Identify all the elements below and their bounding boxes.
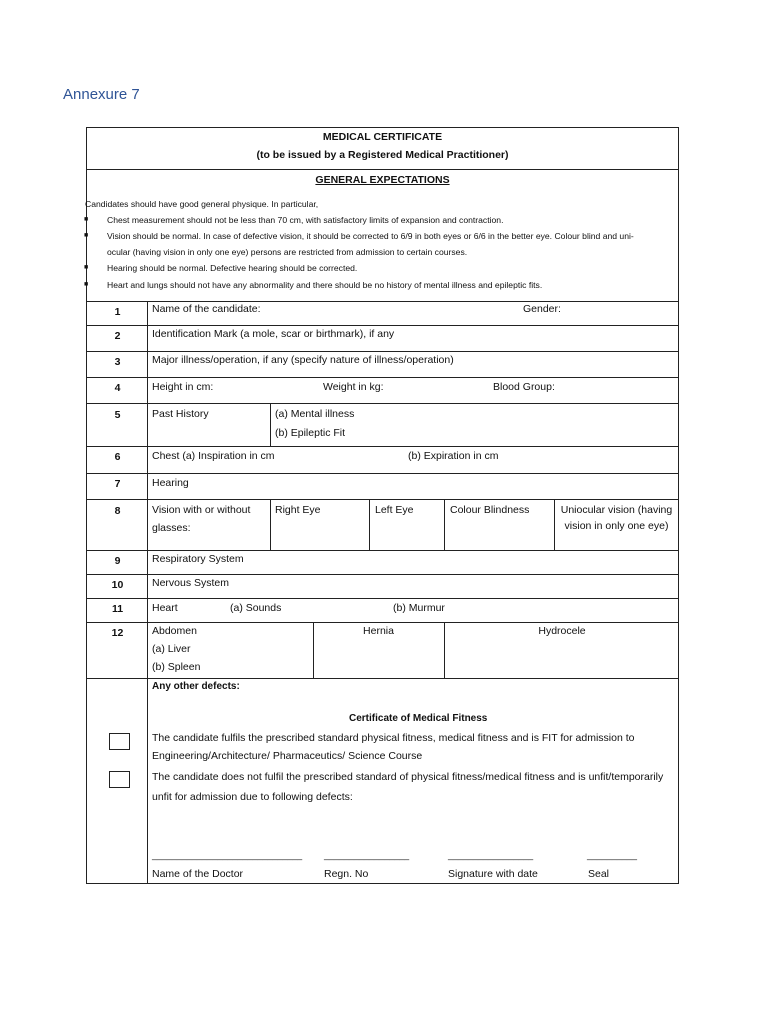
divider: [87, 403, 678, 404]
heart-sounds-label: (a) Sounds: [230, 602, 282, 614]
identification-mark-label: Identification Mark (a mole, scar or birthmark), if any: [152, 328, 395, 340]
annexure-label: Annexure 7: [63, 86, 140, 103]
seal-line: __________: [587, 850, 638, 860]
unfit-statement: The candidate does not fulfil the prescribed standard of physical fitness/medical fitness and is unfit/temporarily: [152, 771, 664, 783]
row-number: 6: [114, 451, 121, 463]
left-eye-label: Left Eye: [375, 504, 414, 516]
past-history-label: Past History: [152, 408, 209, 420]
row-number: 2: [114, 330, 121, 342]
hydrocele-label: Hydrocele: [538, 625, 586, 637]
blood-group-label: Blood Group:: [493, 381, 555, 393]
doctor-name-line: ______________________________: [152, 850, 303, 860]
row-number: 1: [114, 306, 121, 318]
bullet-icon: ■: [84, 264, 89, 271]
form-title: MEDICAL CERTIFICATE: [322, 131, 443, 143]
row-number: 12: [111, 627, 124, 639]
expectations-intro: Candidates should have good general physique. In particular,: [85, 199, 319, 209]
row-number: 11: [111, 603, 124, 615]
chest-expiration-label: (b) Expiration in cm: [408, 450, 499, 462]
fit-checkbox[interactable]: [109, 733, 130, 750]
row-number: 5: [114, 409, 121, 421]
bullet-icon: ■: [84, 232, 89, 239]
vision-label-cont: glasses:: [152, 522, 191, 534]
spleen-label: (b) Spleen: [152, 661, 201, 673]
row-number: 7: [114, 478, 121, 490]
fitness-certificate-title: Certificate of Medical Fitness: [349, 713, 488, 724]
row-number: 3: [114, 356, 121, 368]
unfit-checkbox[interactable]: [109, 771, 130, 788]
form-subtitle: (to be issued by a Registered Medical Practitioner): [256, 149, 509, 161]
heart-murmur-label: (b) Murmur: [393, 602, 445, 614]
right-eye-label: Right Eye: [275, 504, 321, 516]
cell-divider: [270, 499, 271, 550]
bullet-icon: ■: [84, 216, 89, 223]
signature-line: _________________: [448, 850, 534, 860]
uniocular-label-cont: vision in only one eye): [564, 520, 669, 532]
seal-label: Seal: [588, 868, 610, 880]
height-label: Height in cm:: [152, 381, 214, 393]
unfit-statement-cont: unfit for admission due to following defects:: [152, 791, 353, 803]
uniocular-label: Uniocular vision (having: [560, 504, 673, 516]
expectation-item: Heart and lungs should not have any abnormality and there should be no history of mental illness and epileptic fits.: [107, 280, 543, 290]
epileptic-fit-label: (b) Epileptic Fit: [275, 427, 346, 439]
other-defects-label: Any other defects:: [152, 681, 240, 692]
expectation-item: ocular (having vision in only one eye) persons are restricted from admission to certain courses.: [107, 247, 468, 257]
heart-label: Heart: [152, 602, 178, 614]
row-number: 8: [114, 505, 121, 517]
medical-certificate-form: [86, 127, 679, 884]
section-title: GENERAL EXPECTATIONS: [315, 174, 450, 186]
mental-illness-label: (a) Mental illness: [275, 408, 355, 420]
bullet-icon: ■: [84, 281, 89, 288]
cell-divider: [369, 499, 370, 550]
chest-inspiration-label: Chest (a) Inspiration in cm: [152, 450, 275, 462]
regn-label: Regn. No: [324, 868, 369, 880]
row-number: 10: [111, 579, 124, 591]
cell-divider: [444, 499, 445, 550]
fit-statement-cont: Engineering/Architecture/ Pharmaceutics/ Science Course: [152, 750, 423, 762]
gender-label: Gender:: [523, 303, 561, 315]
row-number: 9: [114, 555, 121, 567]
colour-blindness-label: Colour Blindness: [450, 504, 530, 516]
divider: [87, 499, 678, 500]
cell-divider: [270, 403, 271, 446]
signature-date-label: Signature with date: [448, 868, 538, 880]
nervous-system-label: Nervous System: [152, 577, 230, 589]
regn-line: _________________: [324, 850, 410, 860]
expectation-item: Chest measurement should not be less than 70 cm, with satisfactory limits of expansion and contraction.: [107, 215, 504, 225]
major-illness-label: Major illness/operation, if any (specify nature of illness/operation): [152, 354, 454, 366]
weight-label: Weight in kg:: [323, 381, 384, 393]
candidate-name-label: Name of the candidate:: [152, 303, 261, 315]
hernia-label: Hernia: [363, 625, 394, 637]
respiratory-label: Respiratory System: [152, 553, 244, 565]
hearing-label: Hearing: [152, 477, 189, 489]
divider: [87, 169, 678, 170]
vision-label: Vision with or without: [152, 504, 251, 516]
expectation-item: Hearing should be normal. Defective hearing should be corrected.: [107, 263, 358, 273]
expectation-item: Vision should be normal. In case of defective vision, it should be corrected to 6/9 in both eyes or 6/6 in the better eye. Colour blind and uni-: [107, 231, 634, 241]
fit-statement: The candidate fulfils the prescribed standard physical fitness, medical fitness and is FIT for admission to: [152, 732, 635, 744]
abdomen-label: Abdomen: [152, 625, 197, 637]
liver-label: (a) Liver: [152, 643, 191, 655]
doctor-name-label: Name of the Doctor: [152, 868, 244, 880]
row-number: 4: [114, 382, 121, 394]
